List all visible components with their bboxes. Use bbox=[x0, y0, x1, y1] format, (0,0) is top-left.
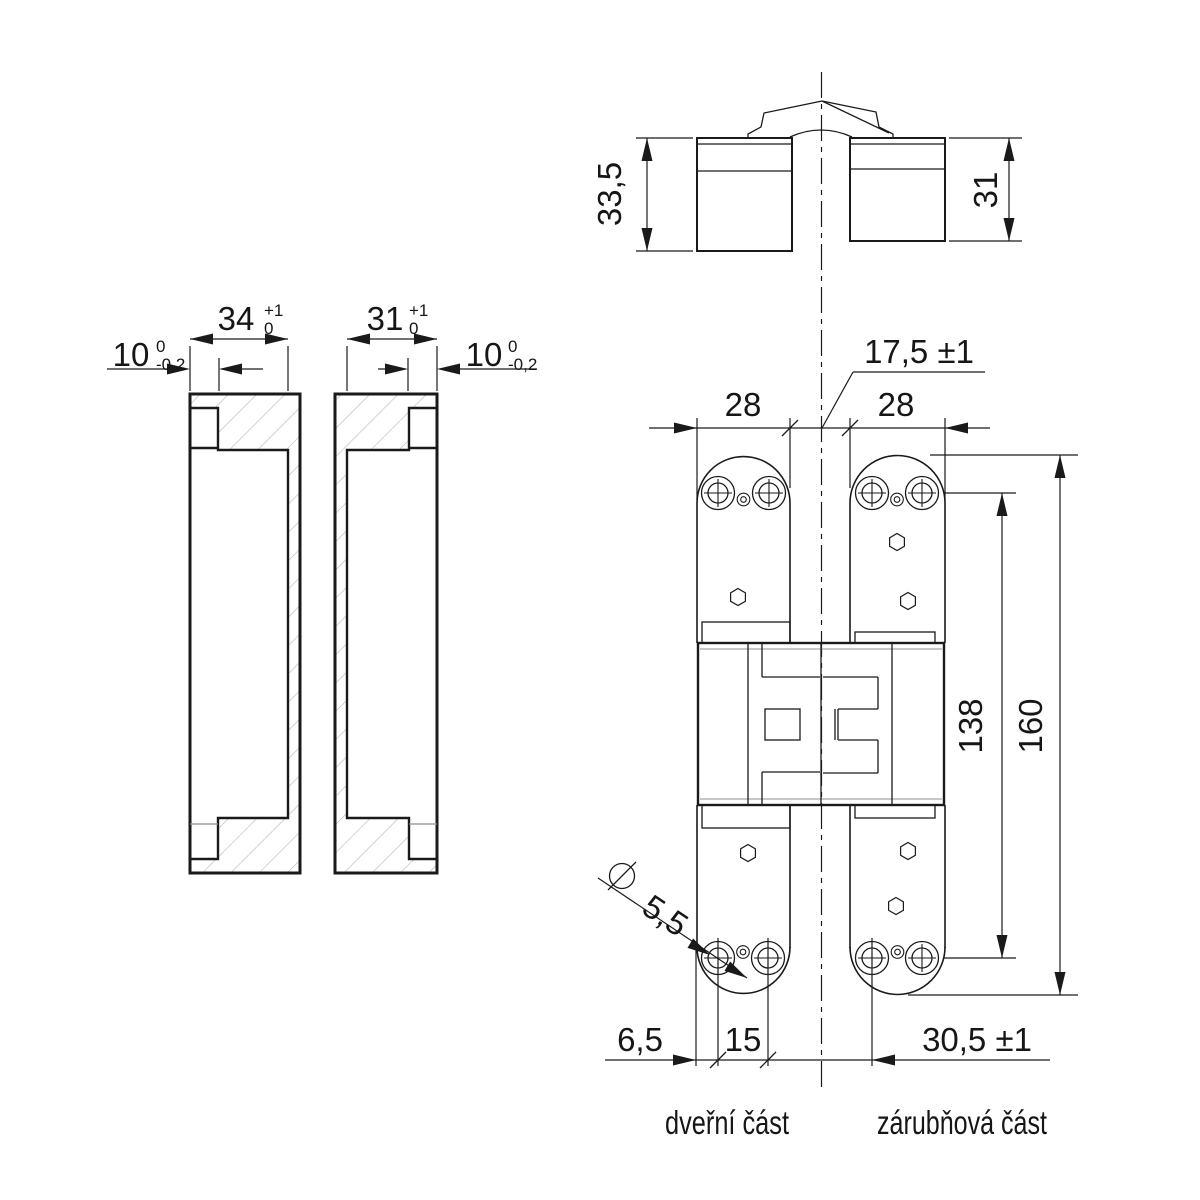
diameter-symbol-icon bbox=[608, 862, 636, 890]
label-frame-part: zárubňová část bbox=[877, 1104, 1047, 1141]
door-block-section bbox=[697, 138, 792, 251]
frame-mortise-profile bbox=[335, 300, 537, 873]
screw-frame-bottom-right bbox=[906, 942, 939, 975]
dim-text-10-left: 10 bbox=[112, 336, 150, 373]
screw-door-top-left bbox=[702, 477, 735, 510]
door-mortise-profile bbox=[107, 300, 300, 873]
hex-hole-icon bbox=[741, 845, 756, 862]
dim-text-160: 160 bbox=[1012, 698, 1049, 754]
hex-adjustment-holes bbox=[731, 534, 916, 915]
hinge-body bbox=[698, 643, 944, 805]
door-mortise-cavity bbox=[190, 408, 288, 859]
dim-plate-widths bbox=[649, 333, 990, 500]
front-view bbox=[598, 333, 1078, 1068]
dim-text-28-left: 28 bbox=[724, 386, 762, 423]
dim-frame-mortise-width bbox=[347, 300, 437, 391]
dim-hole-diameter bbox=[598, 862, 747, 978]
dim-text-10-right: 10 bbox=[465, 336, 503, 373]
dim-tol-31-lower: 0 bbox=[409, 319, 419, 338]
dim-text-31-top: 31 bbox=[967, 171, 1004, 209]
door-plate bbox=[697, 457, 790, 994]
dim-door-mortise-lip bbox=[107, 336, 263, 391]
hex-hole-icon bbox=[901, 843, 916, 860]
frame-plate-step-bottom bbox=[855, 805, 935, 818]
cover-cap-fold-line bbox=[822, 101, 889, 133]
door-link-edges bbox=[762, 677, 820, 772]
dim-door-mortise-width bbox=[190, 300, 288, 391]
screw-holes bbox=[702, 477, 939, 975]
door-plate-step-bottom bbox=[702, 805, 790, 828]
door-mortise-hatch bbox=[190, 394, 300, 873]
screw-frame-top-left bbox=[856, 477, 889, 510]
frame-plate-step-top bbox=[855, 632, 935, 643]
frame-block-section bbox=[850, 138, 945, 241]
dim-tol-10l-upper: 0 bbox=[156, 337, 166, 356]
dim-tol-31-upper: +1 bbox=[409, 301, 429, 320]
door-mortise-outline bbox=[190, 394, 300, 873]
pin-hole-frame-top bbox=[891, 493, 904, 506]
frame-link-edges bbox=[823, 677, 878, 773]
door-block-detail-lines bbox=[697, 144, 792, 171]
hex-hole-icon bbox=[889, 898, 904, 915]
door-plate-step-top bbox=[702, 622, 790, 643]
dim-text-30-5: 30,5 ±1 bbox=[922, 1021, 1032, 1058]
hex-hole-icon bbox=[731, 589, 746, 606]
dim-text-6-5: 6,5 bbox=[617, 1021, 663, 1058]
dim-text-17-5: 17,5 ±1 bbox=[864, 333, 974, 370]
hex-hole-icon bbox=[901, 593, 916, 610]
dim-text-34: 34 bbox=[217, 300, 255, 337]
screw-frame-top-right bbox=[906, 477, 939, 510]
dim-total-height bbox=[908, 455, 1078, 995]
pin-hole-frame-bottom bbox=[891, 946, 904, 959]
dim-tol-10l-lower: -0,2 bbox=[156, 355, 186, 374]
dim-frame-mortise-lip bbox=[378, 336, 537, 391]
dim-tol-10r-upper: 0 bbox=[508, 337, 518, 356]
label-door-part: dveřní část bbox=[665, 1104, 789, 1141]
dim-text-15: 15 bbox=[724, 1021, 762, 1058]
screw-door-top-right bbox=[753, 477, 786, 510]
frame-mortise-outline bbox=[335, 394, 437, 873]
dim-text-5-5: 5,5 bbox=[636, 887, 695, 944]
frame-block-detail-lines bbox=[850, 144, 945, 169]
dim-top-frame-depth bbox=[949, 138, 1022, 241]
frame-mortise-hatch bbox=[335, 394, 437, 873]
dim-text-138: 138 bbox=[952, 698, 989, 754]
dim-screw-span bbox=[944, 493, 1016, 958]
dim-text-33-5: 33,5 bbox=[591, 161, 628, 227]
hex-hole-icon bbox=[890, 534, 905, 551]
dim-text-31-profile: 31 bbox=[366, 300, 404, 337]
frame-mortise-cavity bbox=[347, 408, 437, 859]
dim-top-door-depth bbox=[591, 138, 693, 251]
dim-tol-34-lower: 0 bbox=[264, 319, 274, 338]
dim-tol-34-upper: +1 bbox=[264, 301, 284, 320]
door-link-window bbox=[765, 709, 800, 740]
cover-cap-left-wing bbox=[748, 101, 822, 138]
pin-hole-door-top bbox=[737, 493, 750, 506]
pin-hole-door-bottom bbox=[737, 946, 750, 959]
top-view bbox=[591, 101, 1022, 251]
dim-tol-10r-lower: -0,2 bbox=[508, 355, 538, 374]
dim-text-28-right: 28 bbox=[877, 386, 915, 423]
